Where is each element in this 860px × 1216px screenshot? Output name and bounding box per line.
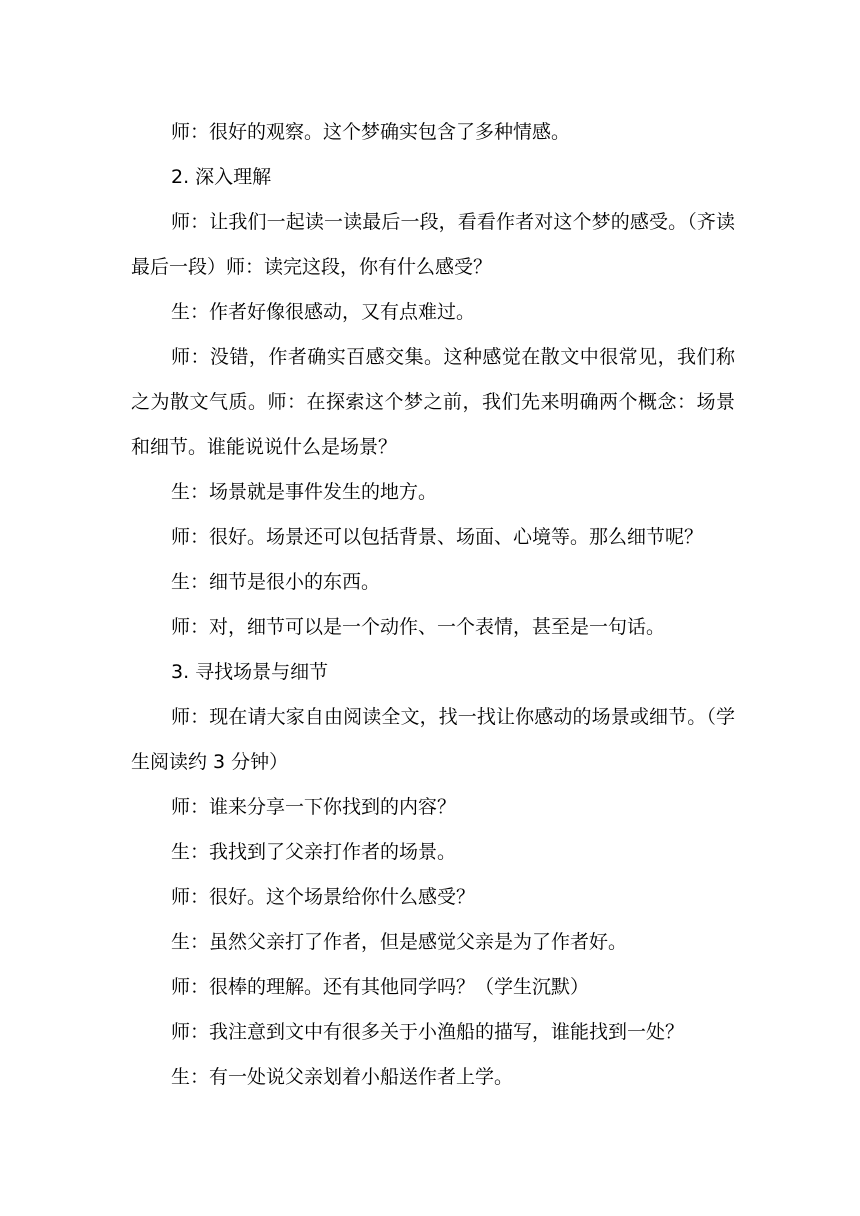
paragraph: 师：对，细节可以是一个动作、一个表情，甚至是一句话。: [171, 616, 666, 638]
paragraph: 师：没错，作者确实百感交集。这种感觉在散文中很常见，我们称之为散文气质。师：在探索这个梦之前，我们先来明确两个概念：场景和细节。谁能说说什么是场景？: [131, 346, 735, 458]
paragraph: 生：虽然父亲打了作者，但是感觉父亲是为了作者好。: [171, 931, 628, 953]
paragraph: 师：很好的观察。这个梦确实包含了多种情感。: [171, 121, 571, 143]
paragraph: 生：细节是很小的东西。: [171, 571, 381, 593]
paragraph: 生：有一处说父亲划着小船送作者上学。: [171, 1066, 514, 1088]
paragraph: 师：现在请大家自由阅读全文，找一找让你感动的场景或细节。（学生阅读约 3 分钟）: [131, 706, 735, 773]
section-heading: 2. 深入理解: [171, 166, 272, 188]
document-page: [131, 110, 735, 1100]
paragraph: 师：很棒的理解。还有其他同学吗？（学生沉默）: [171, 976, 590, 998]
paragraph: 师：很好。场景还可以包括背景、场面、心境等。那么细节呢？: [171, 526, 704, 548]
section-heading: 3. 寻找场景与细节: [171, 661, 329, 683]
paragraph: 生：我找到了父亲打作者的场景。: [171, 841, 457, 863]
paragraph: 师：很好。这个场景给你什么感受？: [171, 886, 476, 908]
paragraph: 师：让我们一起读一读最后一段，看看作者对这个梦的感受。（齐读最后一段）师：读完这段，你有什么感受？: [131, 211, 735, 278]
paragraph: 生：场景就是事件发生的地方。: [171, 481, 438, 503]
paragraph: 师：谁来分享一下你找到的内容？: [171, 796, 457, 818]
paragraph: 师：我注意到文中有很多关于小渔船的描写，谁能找到一处？: [171, 1021, 685, 1043]
paragraph: 生：作者好像很感动，又有点难过。: [171, 301, 476, 323]
